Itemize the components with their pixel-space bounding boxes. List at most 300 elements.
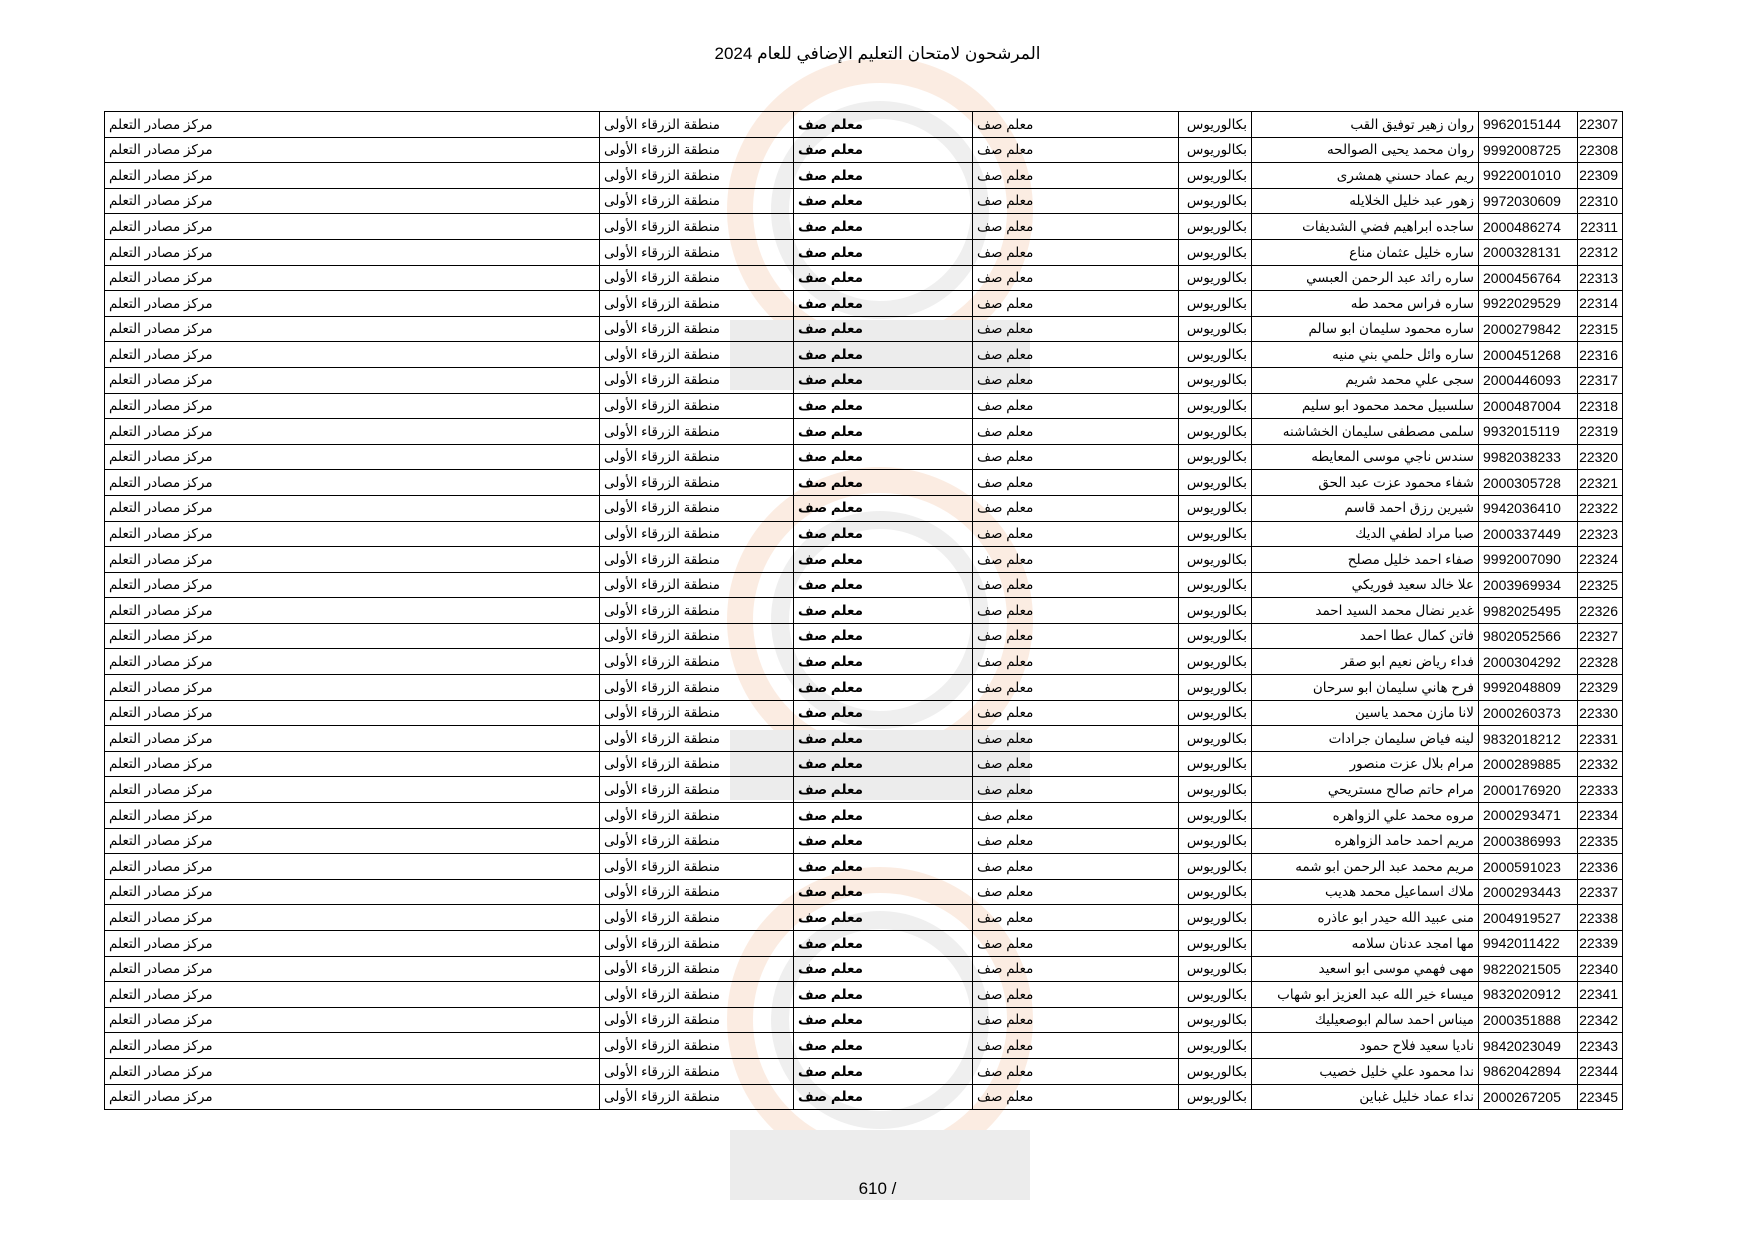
- cell-degree: بكالوريوس: [1179, 112, 1252, 138]
- cell-exam: معلم صف: [794, 726, 973, 752]
- cell-exam: معلم صف: [794, 598, 973, 624]
- cell-exam: معلم صف: [794, 342, 973, 368]
- cell-exam: معلم صف: [794, 956, 973, 982]
- cell-national-id: 2000456764: [1479, 265, 1578, 291]
- cell-seq: 22335: [1578, 828, 1623, 854]
- cell-exam: معلم صف: [794, 1033, 973, 1059]
- cell-degree: بكالوريوس: [1179, 649, 1252, 675]
- cell-specialization: معلم صف: [973, 700, 1179, 726]
- cell-name: صبا مراد لطفي الديك: [1252, 521, 1479, 547]
- cell-national-id: 2000386993: [1479, 828, 1578, 854]
- cell-center: مركز مصادر التعلم: [105, 623, 600, 649]
- cell-national-id: 2000293443: [1479, 879, 1578, 905]
- cell-name: مها امجد عدنان سلامه: [1252, 931, 1479, 957]
- cell-seq: 22337: [1578, 879, 1623, 905]
- cell-center: مركز مصادر التعلم: [105, 239, 600, 265]
- cell-specialization: معلم صف: [973, 726, 1179, 752]
- cell-name: سلمى مصطفى سليمان الخشاشنه: [1252, 419, 1479, 445]
- cell-specialization: معلم صف: [973, 1007, 1179, 1033]
- cell-center: مركز مصادر التعلم: [105, 521, 600, 547]
- cell-center: مركز مصادر التعلم: [105, 854, 600, 880]
- cell-name: ساره محمود سليمان ابو سالم: [1252, 316, 1479, 342]
- table-row: [105, 316, 1623, 342]
- cell-specialization: معلم صف: [973, 393, 1179, 419]
- cell-directorate: منطقة الزرقاء الأولى: [600, 1058, 794, 1084]
- cell-exam: معلم صف: [794, 777, 973, 803]
- cell-national-id: 9972030609: [1479, 188, 1578, 214]
- cell-seq: 22321: [1578, 470, 1623, 496]
- cell-degree: بكالوريوس: [1179, 623, 1252, 649]
- cell-seq: 22311: [1578, 214, 1623, 240]
- cell-national-id: 2000289885: [1479, 751, 1578, 777]
- cell-national-id: 2000337449: [1479, 521, 1578, 547]
- cell-specialization: معلم صف: [973, 265, 1179, 291]
- cell-seq: 22307: [1578, 112, 1623, 138]
- cell-seq: 22313: [1578, 265, 1623, 291]
- cell-specialization: معلم صف: [973, 188, 1179, 214]
- cell-directorate: منطقة الزرقاء الأولى: [600, 444, 794, 470]
- cell-directorate: منطقة الزرقاء الأولى: [600, 112, 794, 138]
- table-row: [105, 495, 1623, 521]
- table-row: [105, 137, 1623, 163]
- cell-directorate: منطقة الزرقاء الأولى: [600, 598, 794, 624]
- cell-seq: 22327: [1578, 623, 1623, 649]
- cell-exam: معلم صف: [794, 265, 973, 291]
- cell-directorate: منطقة الزرقاء الأولى: [600, 1033, 794, 1059]
- cell-seq: 22338: [1578, 905, 1623, 931]
- cell-national-id: 2000351888: [1479, 1007, 1578, 1033]
- table-row: [105, 1058, 1623, 1084]
- cell-directorate: منطقة الزرقاء الأولى: [600, 879, 794, 905]
- table-row: [105, 419, 1623, 445]
- cell-center: مركز مصادر التعلم: [105, 316, 600, 342]
- cell-center: مركز مصادر التعلم: [105, 1058, 600, 1084]
- cell-name: ندا محمود علي خليل خصيب: [1252, 1058, 1479, 1084]
- cell-specialization: معلم صف: [973, 112, 1179, 138]
- cell-exam: معلم صف: [794, 291, 973, 317]
- cell-name: مروه محمد علي الزواهره: [1252, 803, 1479, 829]
- cell-name: لينه فياض سليمان جرادات: [1252, 726, 1479, 752]
- cell-specialization: معلم صف: [973, 367, 1179, 393]
- cell-national-id: 2000446093: [1479, 367, 1578, 393]
- cell-degree: بكالوريوس: [1179, 163, 1252, 189]
- cell-seq: 22325: [1578, 572, 1623, 598]
- cell-specialization: معلم صف: [973, 623, 1179, 649]
- cell-degree: بكالوريوس: [1179, 367, 1252, 393]
- cell-degree: بكالوريوس: [1179, 316, 1252, 342]
- cell-name: ناديا سعيد فلاح حمود: [1252, 1033, 1479, 1059]
- cell-center: مركز مصادر التعلم: [105, 905, 600, 931]
- cell-center: مركز مصادر التعلم: [105, 828, 600, 854]
- cell-national-id: 9942011422: [1479, 931, 1578, 957]
- cell-exam: معلم صف: [794, 444, 973, 470]
- cell-national-id: 2000304292: [1479, 649, 1578, 675]
- cell-name: مرام بلال عزت منصور: [1252, 751, 1479, 777]
- cell-degree: بكالوريوس: [1179, 931, 1252, 957]
- cell-seq: 22333: [1578, 777, 1623, 803]
- cell-specialization: معلم صف: [973, 342, 1179, 368]
- table-row: [105, 675, 1623, 701]
- cell-exam: معلم صف: [794, 982, 973, 1008]
- cell-specialization: معلم صف: [973, 163, 1179, 189]
- cell-national-id: 9802052566: [1479, 623, 1578, 649]
- cell-seq: 22345: [1578, 1084, 1623, 1110]
- cell-name: شيرين رزق احمد قاسم: [1252, 495, 1479, 521]
- cell-name: مرام حاتم صالح مستريحي: [1252, 777, 1479, 803]
- cell-national-id: 9922001010: [1479, 163, 1578, 189]
- cell-center: مركز مصادر التعلم: [105, 956, 600, 982]
- cell-name: منى عبيد الله حيدر ابو عاذره: [1252, 905, 1479, 931]
- cell-degree: بكالوريوس: [1179, 1058, 1252, 1084]
- cell-directorate: منطقة الزرقاء الأولى: [600, 1084, 794, 1110]
- cell-specialization: معلم صف: [973, 495, 1179, 521]
- cell-national-id: 9992048809: [1479, 675, 1578, 701]
- table-row: [105, 163, 1623, 189]
- cell-seq: 22320: [1578, 444, 1623, 470]
- cell-exam: معلم صف: [794, 419, 973, 445]
- cell-degree: بكالوريوس: [1179, 956, 1252, 982]
- cell-directorate: منطقة الزرقاء الأولى: [600, 419, 794, 445]
- cell-directorate: منطقة الزرقاء الأولى: [600, 265, 794, 291]
- cell-directorate: منطقة الزرقاء الأولى: [600, 1007, 794, 1033]
- cell-center: مركز مصادر التعلم: [105, 598, 600, 624]
- cell-seq: 22316: [1578, 342, 1623, 368]
- cell-directorate: منطقة الزرقاء الأولى: [600, 188, 794, 214]
- cell-exam: معلم صف: [794, 675, 973, 701]
- cell-specialization: معلم صف: [973, 444, 1179, 470]
- cell-national-id: 9842023049: [1479, 1033, 1578, 1059]
- cell-seq: 22326: [1578, 598, 1623, 624]
- cell-seq: 22322: [1578, 495, 1623, 521]
- cell-seq: 22324: [1578, 547, 1623, 573]
- cell-name: روان زهير توفيق القب: [1252, 112, 1479, 138]
- cell-degree: بكالوريوس: [1179, 572, 1252, 598]
- cell-national-id: 2000451268: [1479, 342, 1578, 368]
- cell-seq: 22344: [1578, 1058, 1623, 1084]
- cell-directorate: منطقة الزرقاء الأولى: [600, 905, 794, 931]
- cell-degree: بكالوريوس: [1179, 393, 1252, 419]
- cell-exam: معلم صف: [794, 137, 973, 163]
- cell-directorate: منطقة الزرقاء الأولى: [600, 572, 794, 598]
- cell-name: علا خالد سعيد فوريكي: [1252, 572, 1479, 598]
- cell-specialization: معلم صف: [973, 803, 1179, 829]
- cell-degree: بكالوريوس: [1179, 726, 1252, 752]
- cell-center: مركز مصادر التعلم: [105, 572, 600, 598]
- cell-seq: 22328: [1578, 649, 1623, 675]
- cell-specialization: معلم صف: [973, 547, 1179, 573]
- cell-specialization: معلم صف: [973, 239, 1179, 265]
- cell-name: سندس ناجي موسى المعايطه: [1252, 444, 1479, 470]
- cell-national-id: 9832018212: [1479, 726, 1578, 752]
- cell-exam: معلم صف: [794, 188, 973, 214]
- cell-degree: بكالوريوس: [1179, 342, 1252, 368]
- cell-name: زهور عبد خليل الخلايله: [1252, 188, 1479, 214]
- cell-name: روان محمد يحيى الصوالحه: [1252, 137, 1479, 163]
- cell-degree: بكالوريوس: [1179, 1084, 1252, 1110]
- cell-specialization: معلم صف: [973, 521, 1179, 547]
- cell-name: ساره رائد عبد الرحمن العبسي: [1252, 265, 1479, 291]
- cell-center: مركز مصادر التعلم: [105, 726, 600, 752]
- cell-national-id: 9922029529: [1479, 291, 1578, 317]
- table-row: [105, 956, 1623, 982]
- table-row: [105, 572, 1623, 598]
- table-row: [105, 214, 1623, 240]
- cell-center: مركز مصادر التعلم: [105, 700, 600, 726]
- cell-directorate: منطقة الزرقاء الأولى: [600, 470, 794, 496]
- cell-national-id: 2000293471: [1479, 803, 1578, 829]
- cell-national-id: 9992008725: [1479, 137, 1578, 163]
- cell-specialization: معلم صف: [973, 905, 1179, 931]
- cell-exam: معلم صف: [794, 931, 973, 957]
- cell-seq: 22343: [1578, 1033, 1623, 1059]
- cell-specialization: معلم صف: [973, 777, 1179, 803]
- cell-name: مريم احمد حامد الزواهره: [1252, 828, 1479, 854]
- cell-exam: معلم صف: [794, 239, 973, 265]
- cell-exam: معلم صف: [794, 803, 973, 829]
- cell-degree: بكالوريوس: [1179, 751, 1252, 777]
- cell-specialization: معلم صف: [973, 675, 1179, 701]
- cell-national-id: 2000279842: [1479, 316, 1578, 342]
- cell-degree: بكالوريوس: [1179, 982, 1252, 1008]
- cell-specialization: معلم صف: [973, 931, 1179, 957]
- cell-center: مركز مصادر التعلم: [105, 1033, 600, 1059]
- candidates-table-body: [105, 112, 1623, 1110]
- cell-center: مركز مصادر التعلم: [105, 393, 600, 419]
- candidates-table: [104, 111, 1623, 1110]
- table-row: [105, 777, 1623, 803]
- cell-seq: 22331: [1578, 726, 1623, 752]
- cell-specialization: معلم صف: [973, 291, 1179, 317]
- cell-name: ميناس احمد سالم ابوصعيليك: [1252, 1007, 1479, 1033]
- cell-exam: معلم صف: [794, 905, 973, 931]
- cell-center: مركز مصادر التعلم: [105, 470, 600, 496]
- table-row: [105, 649, 1623, 675]
- cell-specialization: معلم صف: [973, 1084, 1179, 1110]
- cell-degree: بكالوريوس: [1179, 214, 1252, 240]
- cell-seq: 22318: [1578, 393, 1623, 419]
- cell-directorate: منطقة الزرقاء الأولى: [600, 521, 794, 547]
- cell-degree: بكالوريوس: [1179, 188, 1252, 214]
- cell-degree: بكالوريوس: [1179, 905, 1252, 931]
- cell-directorate: منطقة الزرقاء الأولى: [600, 956, 794, 982]
- cell-seq: 22336: [1578, 854, 1623, 880]
- table-row: [105, 751, 1623, 777]
- cell-specialization: معلم صف: [973, 956, 1179, 982]
- cell-center: مركز مصادر التعلم: [105, 214, 600, 240]
- cell-center: مركز مصادر التعلم: [105, 112, 600, 138]
- cell-exam: معلم صف: [794, 521, 973, 547]
- cell-name: مريم محمد عبد الرحمن ابو شمه: [1252, 854, 1479, 880]
- cell-degree: بكالوريوس: [1179, 495, 1252, 521]
- cell-center: مركز مصادر التعلم: [105, 495, 600, 521]
- cell-exam: معلم صف: [794, 700, 973, 726]
- cell-specialization: معلم صف: [973, 879, 1179, 905]
- cell-national-id: 2000176920: [1479, 777, 1578, 803]
- page-title: المرشحون لامتحان التعليم الإضافي للعام 2024: [714, 44, 1041, 63]
- cell-degree: بكالوريوس: [1179, 598, 1252, 624]
- cell-specialization: معلم صف: [973, 1058, 1179, 1084]
- cell-center: مركز مصادر التعلم: [105, 188, 600, 214]
- cell-degree: بكالوريوس: [1179, 547, 1252, 573]
- cell-specialization: معلم صف: [973, 828, 1179, 854]
- cell-national-id: 9942036410: [1479, 495, 1578, 521]
- cell-name: فداء رياض نعيم ابو صقر: [1252, 649, 1479, 675]
- cell-name: ساره فراس محمد طه: [1252, 291, 1479, 317]
- cell-degree: بكالوريوس: [1179, 803, 1252, 829]
- cell-seq: 22339: [1578, 931, 1623, 957]
- cell-directorate: منطقة الزرقاء الأولى: [600, 137, 794, 163]
- table-row: [105, 879, 1623, 905]
- cell-national-id: 2000305728: [1479, 470, 1578, 496]
- table-row: [105, 598, 1623, 624]
- cell-seq: 22341: [1578, 982, 1623, 1008]
- cell-specialization: معلم صف: [973, 419, 1179, 445]
- cell-exam: معلم صف: [794, 1084, 973, 1110]
- cell-name: ريم عماد حسني همشرى: [1252, 163, 1479, 189]
- cell-specialization: معلم صف: [973, 214, 1179, 240]
- cell-degree: بكالوريوس: [1179, 828, 1252, 854]
- cell-national-id: 2000487004: [1479, 393, 1578, 419]
- cell-name: لانا مازن محمد ياسين: [1252, 700, 1479, 726]
- cell-degree: بكالوريوس: [1179, 137, 1252, 163]
- table-row: [105, 1084, 1623, 1110]
- cell-specialization: معلم صف: [973, 572, 1179, 598]
- cell-directorate: منطقة الزرقاء الأولى: [600, 700, 794, 726]
- cell-national-id: 9862042894: [1479, 1058, 1578, 1084]
- cell-national-id: 9982038233: [1479, 444, 1578, 470]
- table-row: [105, 239, 1623, 265]
- cell-seq: 22310: [1578, 188, 1623, 214]
- cell-exam: معلم صف: [794, 495, 973, 521]
- cell-degree: بكالوريوس: [1179, 777, 1252, 803]
- cell-seq: 22342: [1578, 1007, 1623, 1033]
- cell-seq: 22317: [1578, 367, 1623, 393]
- cell-center: مركز مصادر التعلم: [105, 265, 600, 291]
- cell-center: مركز مصادر التعلم: [105, 649, 600, 675]
- cell-name: سلسبيل محمد محمود ابو سليم: [1252, 393, 1479, 419]
- cell-name: مهى فهمي موسى ابو اسعيد: [1252, 956, 1479, 982]
- table-row: [105, 342, 1623, 368]
- cell-seq: 22315: [1578, 316, 1623, 342]
- table-row: [105, 623, 1623, 649]
- table-row: [105, 931, 1623, 957]
- cell-name: غدير نضال محمد السيد احمد: [1252, 598, 1479, 624]
- table-row: [105, 854, 1623, 880]
- cell-directorate: منطقة الزرقاء الأولى: [600, 931, 794, 957]
- cell-name: نداء عماد خليل غباين: [1252, 1084, 1479, 1110]
- cell-name: ميساء خير الله عبد العزيز ابو شهاب: [1252, 982, 1479, 1008]
- cell-center: مركز مصادر التعلم: [105, 1007, 600, 1033]
- cell-directorate: منطقة الزرقاء الأولى: [600, 623, 794, 649]
- table-row: [105, 982, 1623, 1008]
- table-row: [105, 828, 1623, 854]
- cell-center: مركز مصادر التعلم: [105, 777, 600, 803]
- cell-national-id: 9962015144: [1479, 112, 1578, 138]
- cell-center: مركز مصادر التعلم: [105, 444, 600, 470]
- cell-directorate: منطقة الزرقاء الأولى: [600, 982, 794, 1008]
- cell-center: مركز مصادر التعلم: [105, 879, 600, 905]
- cell-exam: معلم صف: [794, 1058, 973, 1084]
- cell-center: مركز مصادر التعلم: [105, 291, 600, 317]
- cell-exam: معلم صف: [794, 547, 973, 573]
- table-row: [105, 265, 1623, 291]
- cell-national-id: 2003969934: [1479, 572, 1578, 598]
- cell-exam: معلم صف: [794, 214, 973, 240]
- cell-national-id: 9932015119: [1479, 419, 1578, 445]
- cell-center: مركز مصادر التعلم: [105, 982, 600, 1008]
- cell-exam: معلم صف: [794, 470, 973, 496]
- cell-directorate: منطقة الزرقاء الأولى: [600, 342, 794, 368]
- cell-center: مركز مصادر التعلم: [105, 675, 600, 701]
- table-row: [105, 1033, 1623, 1059]
- cell-degree: بكالوريوس: [1179, 239, 1252, 265]
- cell-specialization: معلم صف: [973, 316, 1179, 342]
- cell-specialization: معلم صف: [973, 137, 1179, 163]
- cell-seq: 22330: [1578, 700, 1623, 726]
- cell-seq: 22308: [1578, 137, 1623, 163]
- cell-center: مركز مصادر التعلم: [105, 931, 600, 957]
- table-row: [105, 803, 1623, 829]
- cell-directorate: منطقة الزرقاء الأولى: [600, 547, 794, 573]
- cell-degree: بكالوريوس: [1179, 419, 1252, 445]
- cell-exam: معلم صف: [794, 879, 973, 905]
- cell-directorate: منطقة الزرقاء الأولى: [600, 393, 794, 419]
- table-row: [105, 726, 1623, 752]
- cell-name: ساره وائل حلمي بني منيه: [1252, 342, 1479, 368]
- cell-directorate: منطقة الزرقاء الأولى: [600, 828, 794, 854]
- cell-specialization: معلم صف: [973, 982, 1179, 1008]
- cell-national-id: 9822021505: [1479, 956, 1578, 982]
- table-row: [105, 393, 1623, 419]
- cell-exam: معلم صف: [794, 1007, 973, 1033]
- table-row: [105, 905, 1623, 931]
- cell-center: مركز مصادر التعلم: [105, 751, 600, 777]
- cell-national-id: 2004919527: [1479, 905, 1578, 931]
- cell-degree: بكالوريوس: [1179, 521, 1252, 547]
- cell-directorate: منطقة الزرقاء الأولى: [600, 163, 794, 189]
- cell-center: مركز مصادر التعلم: [105, 419, 600, 445]
- table-row: [105, 291, 1623, 317]
- cell-name: ساره خليل عثمان مناع: [1252, 239, 1479, 265]
- cell-degree: بكالوريوس: [1179, 265, 1252, 291]
- cell-degree: بكالوريوس: [1179, 1007, 1252, 1033]
- cell-national-id: 2000267205: [1479, 1084, 1578, 1110]
- cell-exam: معلم صف: [794, 751, 973, 777]
- cell-name: شفاء محمود عزت عبد الحق: [1252, 470, 1479, 496]
- cell-seq: 22329: [1578, 675, 1623, 701]
- cell-degree: بكالوريوس: [1179, 854, 1252, 880]
- cell-national-id: 9992007090: [1479, 547, 1578, 573]
- cell-degree: بكالوريوس: [1179, 470, 1252, 496]
- cell-exam: معلم صف: [794, 367, 973, 393]
- cell-directorate: منطقة الزرقاء الأولى: [600, 214, 794, 240]
- table-row: [105, 444, 1623, 470]
- cell-national-id: 2000486274: [1479, 214, 1578, 240]
- cell-seq: 22309: [1578, 163, 1623, 189]
- cell-degree: بكالوريوس: [1179, 444, 1252, 470]
- cell-center: مركز مصادر التعلم: [105, 342, 600, 368]
- table-row: [105, 700, 1623, 726]
- cell-national-id: 9832020912: [1479, 982, 1578, 1008]
- cell-center: مركز مصادر التعلم: [105, 803, 600, 829]
- cell-exam: معلم صف: [794, 572, 973, 598]
- cell-seq: 22323: [1578, 521, 1623, 547]
- cell-specialization: معلم صف: [973, 649, 1179, 675]
- table-row: [105, 1007, 1623, 1033]
- cell-exam: معلم صف: [794, 854, 973, 880]
- cell-seq: 22340: [1578, 956, 1623, 982]
- cell-name: ملاك اسماعيل محمد هديب: [1252, 879, 1479, 905]
